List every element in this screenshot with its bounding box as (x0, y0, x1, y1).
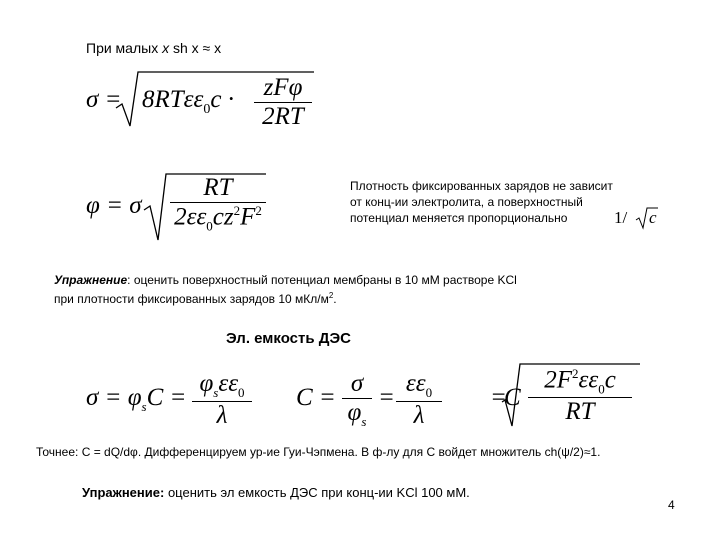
eq2-num: RT (203, 174, 233, 201)
eq3a-sub: s (141, 399, 147, 414)
exercise-1-text2: при плотности фиксированных зарядов 10 мКл/м (54, 292, 329, 306)
equation-capacity-a (86, 370, 286, 430)
exercise-1-line2 (54, 288, 517, 307)
equation-capacity-b (296, 370, 466, 430)
eq3b-c: C = (296, 384, 336, 411)
eq3a-c: C = (146, 384, 187, 411)
eq3b-num2-text: εε (405, 370, 426, 397)
eq3a-den: λ (192, 401, 252, 430)
note-line: потенциал меняется пропорционально (350, 211, 568, 225)
eq3a-main (86, 384, 186, 415)
exercise-1-label: Упражнение (54, 273, 128, 287)
eq3b-den-phi: φ (347, 399, 362, 426)
eq3a-fraction (192, 370, 252, 430)
eq2-sup2b: 2 (255, 203, 262, 218)
eq3c-num (528, 366, 632, 397)
eq3a-num (192, 370, 252, 401)
eq2-sup2: 2 (233, 203, 241, 218)
intro-line (86, 40, 221, 56)
eq3c-c: C (504, 384, 521, 411)
note-formula-text: 1/ (614, 208, 628, 227)
eq1-c: c · (210, 86, 234, 113)
eq3c-num-0: 0 (598, 381, 605, 397)
eq3b-num2 (396, 370, 442, 401)
exercise-2 (82, 485, 470, 500)
eq3b-fraction2 (396, 370, 442, 430)
eq3b-den (342, 398, 372, 430)
eq3b-fraction1 (342, 370, 372, 430)
eq3b-den-sub: s (361, 414, 367, 429)
exercise-1-sup: 2 (328, 291, 334, 300)
eq3a-lhs: σ = φ (86, 384, 142, 411)
eq3a-num-phi: φ (199, 370, 214, 397)
note-formula (612, 206, 672, 230)
eq3a-num-rest: εε (218, 370, 239, 397)
eq1-fraction (254, 74, 312, 131)
equation-sigma (86, 68, 326, 134)
eq3c-fraction (528, 366, 632, 426)
exercise-1-line1 (54, 272, 517, 288)
eq3b-den2: λ (396, 401, 442, 430)
intro-rest: sh x ≈ x (169, 40, 222, 56)
section-heading: Эл. емкость ДЭС (226, 330, 351, 347)
eq3c-num-a: 2F (544, 366, 572, 394)
page-number: 4 (668, 498, 675, 512)
intro-var: x (162, 40, 170, 56)
equation-phi (86, 170, 286, 246)
exercise-2-label: Упражнение: (82, 485, 165, 500)
eq3c-equals: = (490, 384, 507, 411)
eq3c-num-sup: 2 (571, 366, 579, 381)
exercise-1-text1: : оценить поверхностный потенциал мембраны в 10 мМ растворе KCl (127, 273, 517, 287)
eq1-den: 2RT (254, 102, 312, 131)
intro-prefix: При малых (86, 40, 163, 56)
note-block (350, 178, 613, 226)
eq1-radicand-main: 8RTεε (142, 86, 204, 113)
eq3b-num: σ (350, 370, 364, 397)
eq2-den (170, 202, 266, 234)
note-line: Плотность фиксированных зарядов не зависит (350, 179, 613, 193)
eq2-fraction (170, 174, 266, 234)
eq3b-num2-0: 0 (425, 385, 433, 400)
eq1-radicand (142, 86, 234, 118)
eq3c-den: RT (528, 397, 632, 426)
eq3a-num-0: 0 (238, 385, 245, 400)
precise-note: Точнее: C = dQ/dφ. Дифференцируем ур-ие Гуи-Чэпмена. В ф-лу для C войдет множитель ch(ψ/2)≈1. (36, 445, 601, 459)
eq1-num: zFφ (263, 74, 303, 101)
exercise-1 (54, 272, 517, 307)
exercise-1-end: . (333, 292, 337, 306)
eq3b-equals: = (378, 384, 395, 411)
eq1-lhs: σ = (86, 86, 122, 113)
note-line: от конц-ии электролита, а поверхностный (350, 195, 583, 209)
eq2-den-a: 2εε (174, 203, 207, 231)
note-formula-c: c (649, 208, 657, 227)
eq3c-num-c: c (604, 366, 616, 394)
equation-capacity-c (490, 362, 650, 432)
eq1-sub0: 0 (203, 102, 211, 117)
eq2-sub0: 0 (206, 218, 213, 234)
eq2-den-c: F (240, 203, 256, 231)
eq2-lhs: φ = σ (86, 192, 142, 219)
eq3a-num-sub: s (213, 385, 219, 400)
eq2-den-b: cz (212, 203, 234, 231)
eq3c-num-b: εε (578, 366, 599, 394)
exercise-2-text: оценить эл емкость ДЭС при конц-ии KCl 100 мМ. (164, 485, 470, 500)
